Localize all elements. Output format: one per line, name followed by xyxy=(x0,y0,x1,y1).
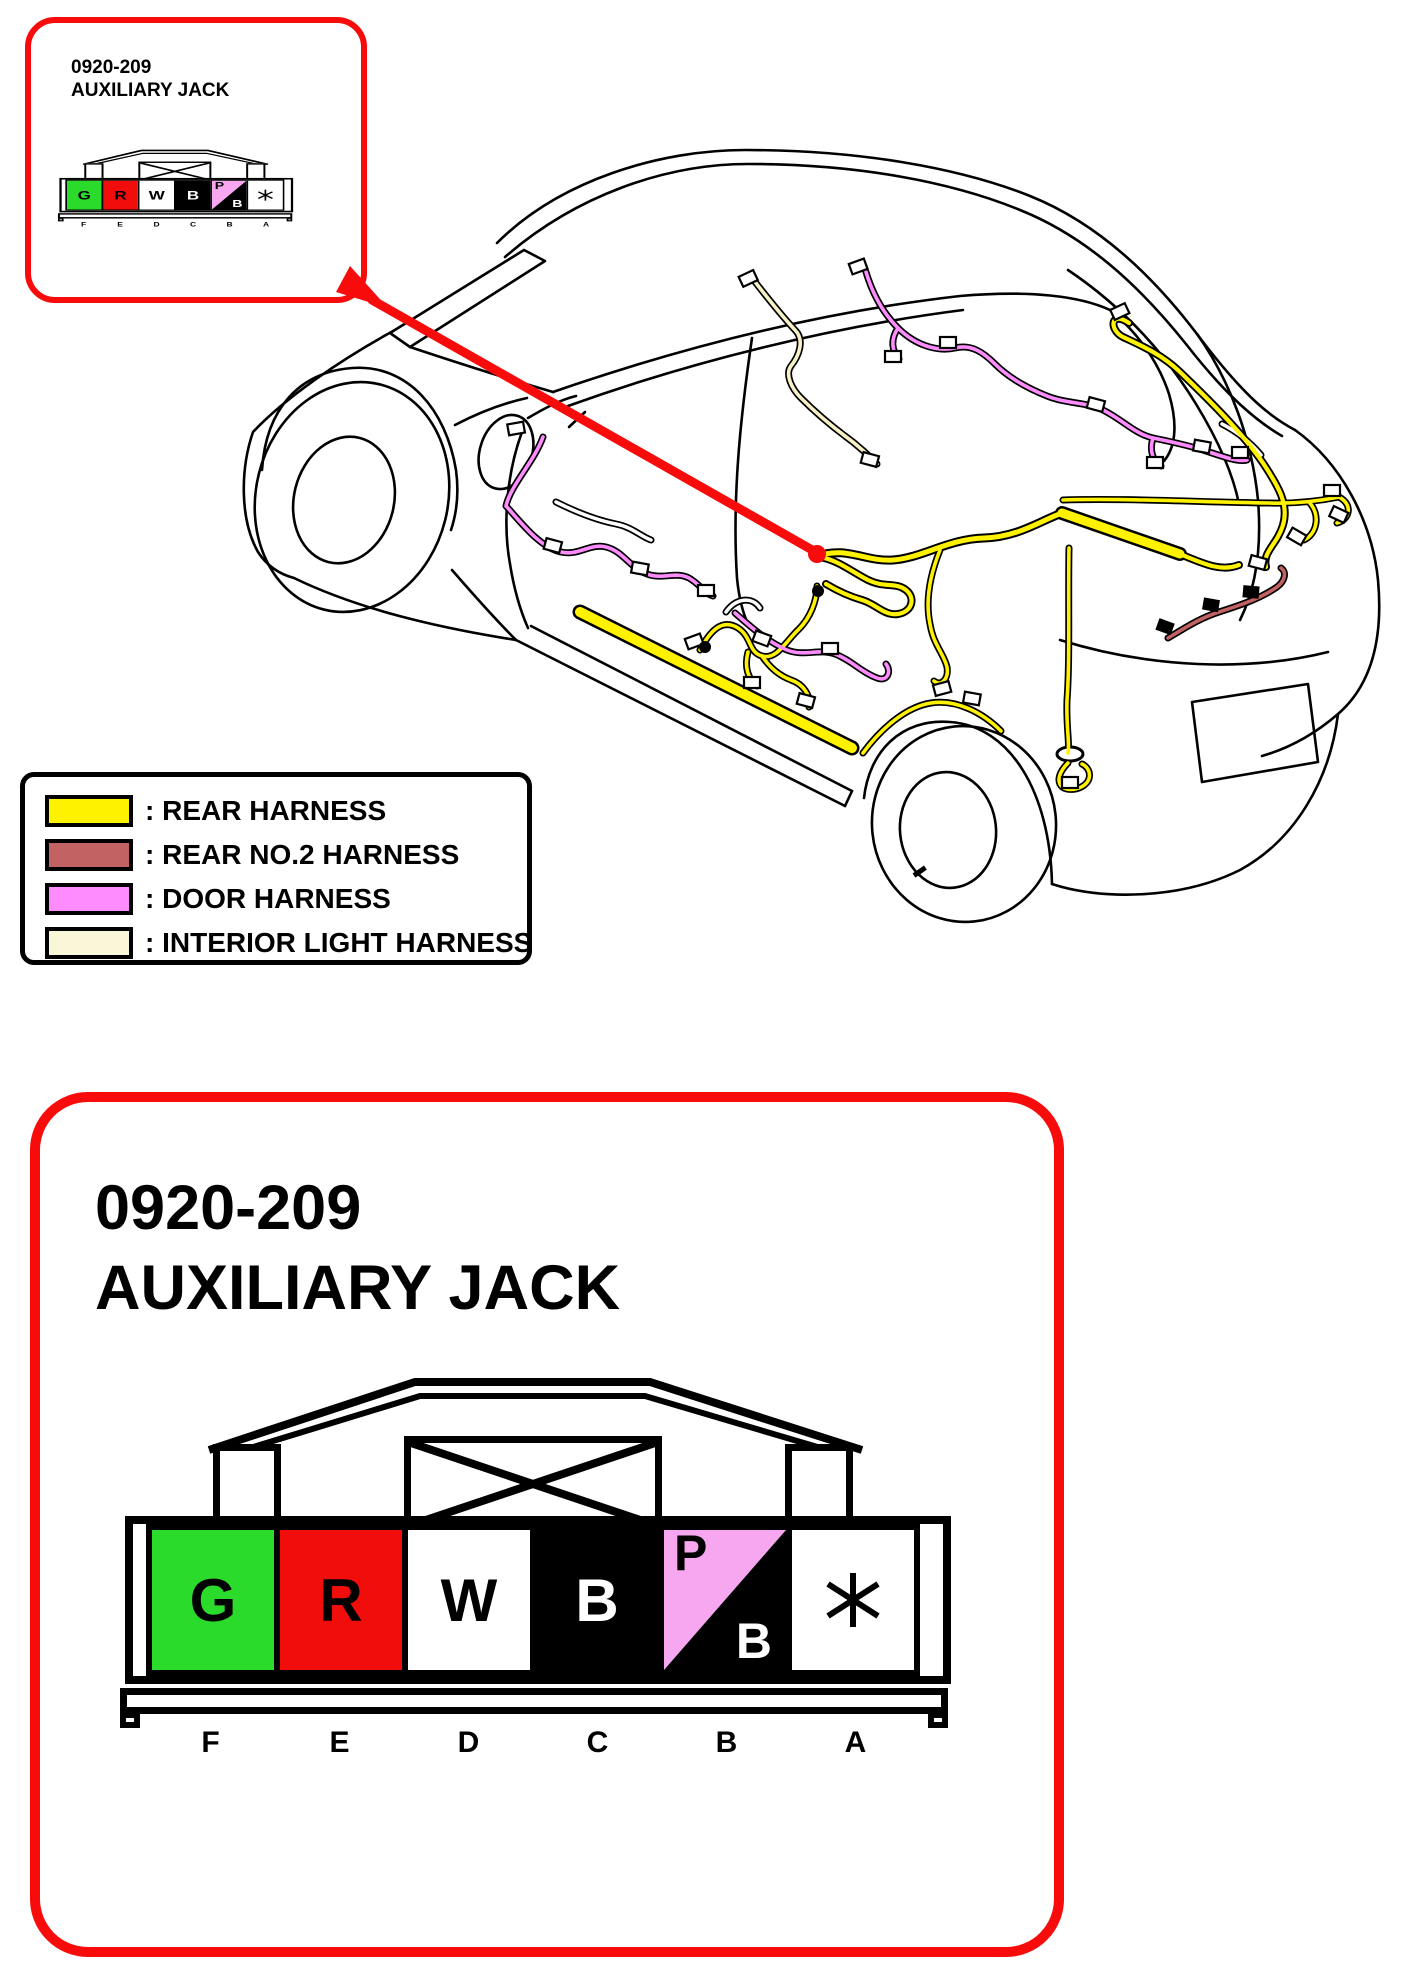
legend-item-rear-harness xyxy=(45,791,527,831)
connector-rail xyxy=(120,1688,948,1714)
cell-pin-d xyxy=(402,1530,530,1670)
pin-label-a: A xyxy=(263,220,270,228)
connector-cells xyxy=(65,180,284,211)
legend-label: : DOOR HARNESS xyxy=(145,883,391,914)
legend-swatch xyxy=(45,839,133,871)
wire-code: R xyxy=(319,1566,363,1634)
connector-diagram-small xyxy=(56,148,295,230)
wire-code: P xyxy=(674,1525,708,1581)
wire-code: B xyxy=(735,1613,772,1669)
jack-location-dot xyxy=(808,545,826,563)
part-number: 0920-209 xyxy=(95,1173,362,1243)
legend-swatch xyxy=(45,927,133,959)
cell-pin-a xyxy=(786,1530,914,1670)
pin-label-b: B xyxy=(226,220,233,228)
pin-label-f: F xyxy=(201,1726,220,1759)
rail-foot-left xyxy=(120,1712,140,1728)
part-heading-large xyxy=(95,1168,620,1328)
side-mirror xyxy=(470,408,543,496)
legend-swatch xyxy=(45,795,133,827)
cell-pin-c xyxy=(530,1530,658,1670)
legend-swatch xyxy=(45,883,133,915)
rear-harness xyxy=(580,319,1348,790)
pin-label-b: B xyxy=(715,1726,738,1759)
connector-cells xyxy=(146,1524,920,1676)
cell-pin-b xyxy=(658,1525,786,1670)
rail-foot-right xyxy=(287,218,293,221)
pin-label-c: C xyxy=(586,1726,609,1759)
pin-label-d: D xyxy=(457,1726,480,1759)
legend-label: : REAR NO.2 HARNESS xyxy=(145,839,460,870)
wire-code: P xyxy=(214,179,225,192)
wire-code: G xyxy=(189,1566,237,1634)
rear-no2-harness xyxy=(1168,568,1284,638)
legend-item-door-harness xyxy=(45,879,527,919)
pin-labels xyxy=(146,1726,920,1760)
pin-label-e: E xyxy=(117,220,123,228)
legend-label: : INTERIOR LIGHT HARNESS xyxy=(145,927,533,958)
rail-foot-left xyxy=(58,218,64,221)
wire-code: G xyxy=(77,188,91,203)
cell-pin-d xyxy=(138,181,174,210)
wire-code: R xyxy=(114,188,127,203)
harness-legend xyxy=(20,772,532,965)
part-heading-small xyxy=(71,56,229,102)
pin-label-a: A xyxy=(844,1726,867,1759)
connector-rail xyxy=(58,213,292,218)
wire-code: B xyxy=(575,1566,619,1634)
asterisk-symbol xyxy=(257,189,273,201)
pin-label-c: C xyxy=(190,220,197,228)
wire-code: B xyxy=(186,188,200,203)
wire-code: W xyxy=(148,188,165,203)
asterisk-symbol xyxy=(824,1571,882,1629)
part-number: 0920-209 xyxy=(71,57,152,78)
legend-item-interior-light-harness xyxy=(45,923,533,963)
wire-code: B xyxy=(232,197,243,210)
part-name: AUXILIARY JACK xyxy=(71,80,230,101)
cell-pin-f xyxy=(67,181,102,210)
pin-labels xyxy=(65,221,284,228)
cell-pin-a xyxy=(246,181,282,210)
cell-pin-e xyxy=(274,1530,402,1670)
wire-code: W xyxy=(440,1566,498,1634)
pin-label-e: E xyxy=(329,1726,350,1759)
rail-foot-right xyxy=(928,1712,948,1728)
part-name: AUXILIARY JACK xyxy=(95,1253,621,1323)
cell-pin-c xyxy=(174,181,210,210)
cell-pin-e xyxy=(102,181,138,210)
leader-line xyxy=(336,266,826,563)
door-harness xyxy=(506,272,1247,679)
cell-pin-f xyxy=(152,1530,274,1670)
legend-item-rear-no2-harness xyxy=(45,835,527,875)
pin-label-f: F xyxy=(80,220,87,228)
pin-label-d: D xyxy=(153,220,160,228)
cell-pin-b xyxy=(210,181,246,210)
legend-label: : REAR HARNESS xyxy=(145,795,387,826)
connector-diagram-large xyxy=(112,1370,956,1770)
